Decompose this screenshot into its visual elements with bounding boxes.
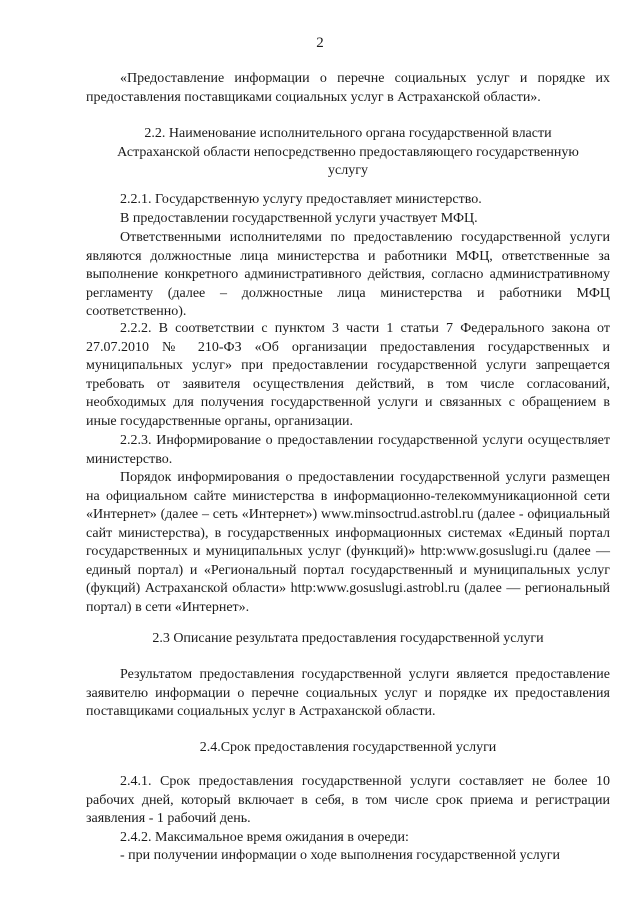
section-2-4-heading: 2.4.Срок предоставления государственной услуги — [199, 740, 497, 755]
section-2-3-heading: 2.3 Описание результата предоставления государственной услуги — [152, 631, 544, 646]
paragraph-2-2-2: 2.2.2. В соответствии с пунктом 3 части 1 статьи 7 Федерального закона от 27.07.2010 № 210-ФЗ «Об организации предоставления государственных и муниципальных услуг» при предоставлении государственной услуги запрещается требовать от заявителя осуществления действий, в том числе согласований, необходимых для получения государственной услуги и связанных с обращением в иные государственные органы, организации. — [86, 321, 610, 429]
paragraph-2-4-2: 2.4.2. Максимальное время ожидания в очереди: — [120, 830, 409, 845]
paragraph-2-2-3: 2.2.3. Информирование о предоставлении государственной услуги осуществляет министерство. — [86, 433, 610, 467]
paragraph-executors: Ответственными исполнителями по предоставлению государственной услуги являются должностные лица министерства и работники МФЦ, ответственные за выполнение конкретного административного действия, согласно административному регламенту (далее – должностные лица министерства и работники МФЦ соответственно). — [86, 230, 610, 319]
paragraph-informing-order: Порядок информирования о предоставлении государственной услуги размещен на официальном сайте министерства в информационно-телекоммуникационной сети «Интернет» (далее – сеть «Интернет») www.minsoctrud.astrobl.ru (далее - официальный сайт министерства), в государственных информационных системах «Единый портал государственных и муниципальных услуг (функций)» http:www.gosuslugi.ru (далее — единый портал) и «Региональный портал государственный и муниципальных услуг (фукций) Астраханской области» http:www.gosuslugi.astrobl.ru (далее — региональный портал) в сети «Интернет». — [86, 470, 610, 615]
paragraph-2-4-1: 2.4.1. Срок предоставления государственной услуги составляет не более 10 рабочих дней, который включает в себя, в том числе срок приема и регистрации заявления - 1 рабочий день. — [86, 774, 610, 826]
heading-line: услугу — [328, 163, 368, 178]
intro-paragraph: «Предоставление информации о перечне социальных услуг и порядке их предоставления поставщиками социальных услуг в Астраханской области». — [86, 71, 610, 105]
paragraph-mfc: В предоставлении государственной услуги участвует МФЦ. — [120, 211, 478, 226]
heading-line: Астраханской области непосредственно предоставляющего государственную — [117, 144, 579, 160]
heading-line: 2.2. Наименование исполнительного органа государственной власти — [144, 126, 552, 141]
section-2-2-heading — [86, 125, 610, 181]
page-number: 2 — [316, 35, 324, 51]
paragraph-result: Результатом предоставления государственной услуги является предоставление заявителю информации о перечне социальных услуг и порядке их предоставления поставщиками социальных услуг в Астраханской области. — [86, 667, 610, 719]
paragraph-2-2-1: 2.2.1. Государственную услугу предоставляет министерство. — [120, 192, 482, 207]
paragraph-queue-item: - при получении информации о ходе выполнения государственной услуги — [120, 848, 561, 863]
